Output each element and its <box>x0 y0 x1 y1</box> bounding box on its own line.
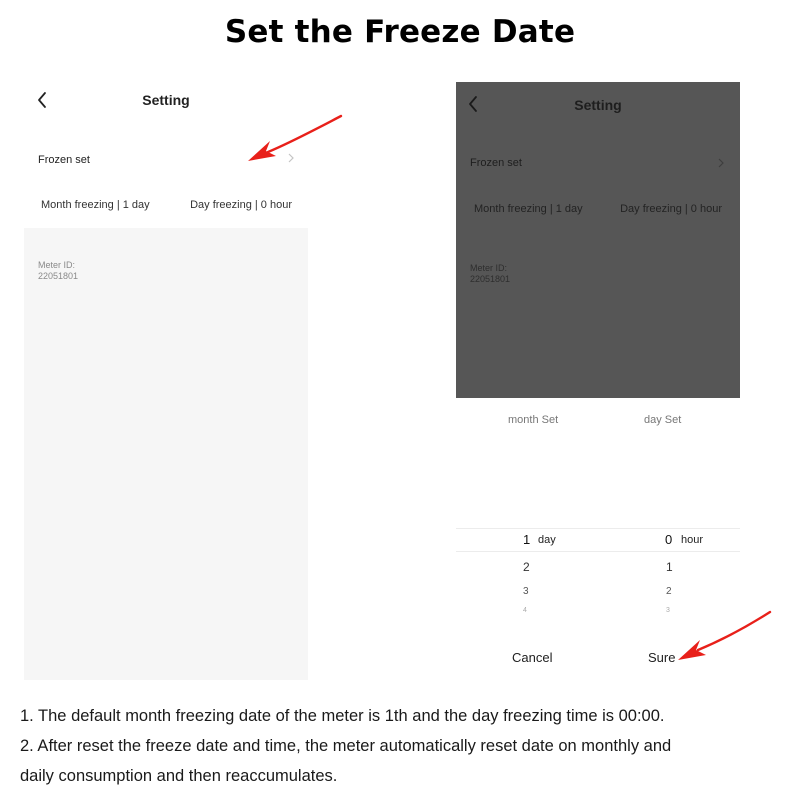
header-title: Setting <box>574 97 622 113</box>
freeze-settings-card <box>24 136 308 228</box>
day-picker-option[interactable]: 3 <box>523 586 529 597</box>
left-phone-screen <box>24 78 308 680</box>
day-picker-option[interactable]: 4 <box>523 607 527 614</box>
meter-id-value: 22051801 <box>470 274 511 284</box>
sure-button[interactable]: Sure <box>648 650 676 665</box>
note-line-2: 2. After reset the freeze date and time, the meter automatically reset date on monthly and <box>20 737 672 755</box>
frozen-set-label: Frozen set <box>470 157 522 169</box>
hour-picker-option[interactable]: 3 <box>666 607 670 614</box>
tab-month-set[interactable]: month Set <box>508 414 559 426</box>
frozen-set-row[interactable] <box>24 138 308 178</box>
page-title: Set the Freeze Date <box>224 14 576 50</box>
chevron-right-icon <box>286 151 296 165</box>
meter-id-label: Meter ID: <box>38 260 76 270</box>
header-title: Setting <box>142 92 190 108</box>
day-picker-unit: day <box>538 534 556 546</box>
hour-picker-option[interactable]: 1 <box>666 560 673 574</box>
picker-selection-line-top <box>456 528 740 529</box>
tab-day-set[interactable]: day Set <box>644 414 682 426</box>
freeze-picker-sheet <box>456 398 740 680</box>
freeze-values-row <box>24 188 308 218</box>
settings-header <box>24 78 308 136</box>
day-freezing-value: Day freezing | 0 hour <box>190 199 292 211</box>
note-line-3: daily consumption and then reaccumulates. <box>20 767 338 785</box>
note-line-1: 1. The default month freezing date of the meter is 1th and the day freezing time is 00:00. <box>20 707 665 725</box>
hour-picker-unit: hour <box>681 534 704 546</box>
month-freezing-value: Month freezing | 1 day <box>41 199 150 211</box>
day-picker-option[interactable]: 2 <box>523 560 530 574</box>
frozen-set-label: Frozen set <box>38 154 90 166</box>
meter-id-value: 22051801 <box>38 271 79 281</box>
hour-picker-option[interactable]: 2 <box>666 586 672 597</box>
chevron-right-icon <box>716 156 726 170</box>
hour-picker-selected[interactable]: 0 <box>665 532 673 547</box>
right-phone-screen <box>456 82 740 680</box>
month-freezing-value: Month freezing | 1 day <box>474 203 583 215</box>
picker-selection-line-bottom <box>456 551 740 552</box>
dimmed-overlay[interactable] <box>456 82 740 398</box>
meter-id-label: Meter ID: <box>470 263 508 273</box>
day-freezing-value: Day freezing | 0 hour <box>620 203 722 215</box>
cancel-button[interactable]: Cancel <box>512 650 553 665</box>
day-picker-selected[interactable]: 1 <box>523 532 531 547</box>
